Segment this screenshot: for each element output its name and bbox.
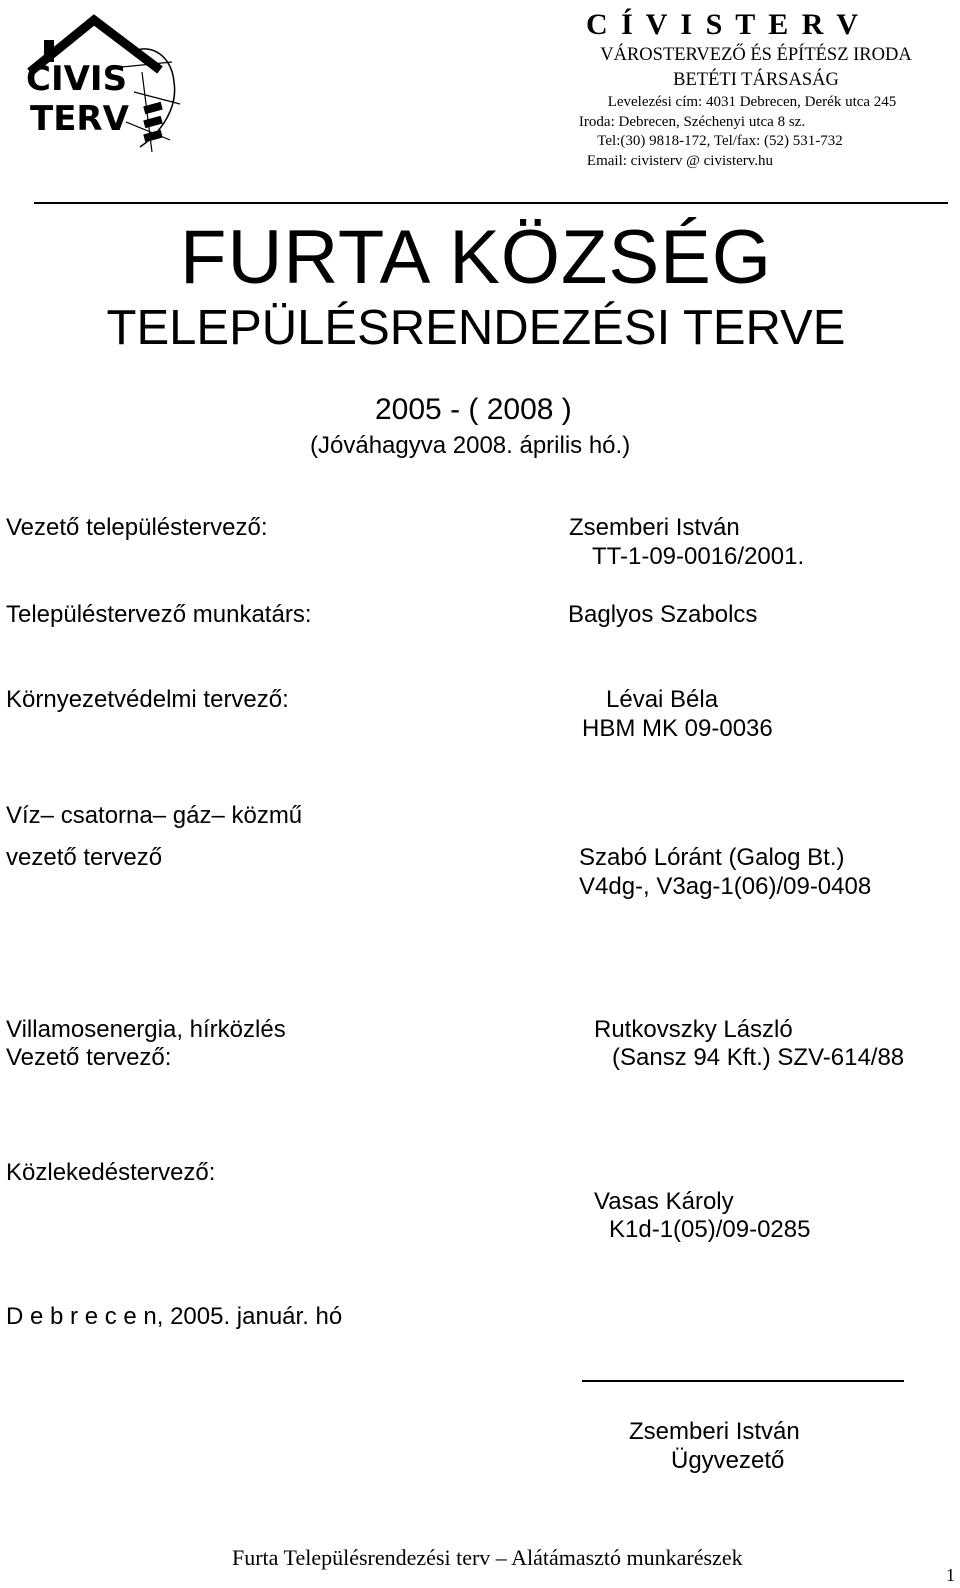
place-date: D e b r e c e n, 2005. január. hó xyxy=(6,1303,343,1330)
credit-label-electric-line1: Villamosenergia, hírközlés xyxy=(6,1016,286,1043)
office-address: Iroda: Debrecen, Széchenyi utca 8 sz. xyxy=(578,114,806,130)
postal-address: Levelezési cím: 4031 Debrecen, Derék utca 245 xyxy=(607,94,897,110)
firm-type-line1: VÁROSTERVEZŐ ÉS ÉPÍTÉSZ IRODA xyxy=(600,45,912,65)
document-title: FURTA KÖZSÉG xyxy=(180,215,772,300)
email-line: Email: civisterv @ civisterv.hu xyxy=(586,153,774,169)
credit-name-transport: Vasas Károly xyxy=(594,1188,734,1215)
credit-label-environment: Környezetvédelmi tervező: xyxy=(6,686,289,713)
credit-id-transport: K1d-1(05)/09-0285 xyxy=(609,1216,811,1243)
signature-name: Zsemberi István xyxy=(629,1418,800,1445)
logo-graphic xyxy=(22,12,186,162)
credit-label-transport: Közlekedéstervező: xyxy=(6,1159,216,1186)
page-number: 1 xyxy=(946,1565,955,1585)
credit-name-associate: Baglyos Szabolcs xyxy=(568,601,758,628)
credit-name-lead-planner: Zsemberi István xyxy=(569,514,740,541)
credit-id-environment: HBM MK 09-0036 xyxy=(582,715,773,742)
header-divider xyxy=(34,202,948,204)
credit-id-utilities: V4dg-, V3ag-1(06)/09-0408 xyxy=(579,873,872,900)
credit-name-environment: Lévai Béla xyxy=(606,686,719,713)
credit-label-associate: Településtervező munkatárs: xyxy=(6,601,312,628)
page-footer: Furta Településrendezési terv – Alátámasztó munkarészek xyxy=(232,1545,743,1570)
credit-label-utilities-line1: Víz– csatorna– gáz– közmű xyxy=(6,802,303,829)
firm-type-line2: BETÉTI TÁRSASÁG xyxy=(673,70,839,90)
document-subtitle: TELEPÜLÉSRENDEZÉSI TERVE xyxy=(106,301,846,355)
signature-line xyxy=(582,1380,904,1382)
credit-label-utilities-line2: vezető tervező xyxy=(6,844,163,871)
plan-years: 2005 - ( 2008 ) xyxy=(375,393,572,426)
svg-text:TERV: TERV xyxy=(30,99,129,139)
credit-id-lead-planner: TT-1-09-0016/2001. xyxy=(592,543,805,570)
credit-label-lead-planner: Vezető településtervező: xyxy=(6,514,268,541)
svg-text:CIVIS: CIVIS xyxy=(26,59,128,99)
approval-note: (Jóváhagyva 2008. április hó.) xyxy=(310,432,631,459)
credit-name-utilities: Szabó Lóránt (Galog Bt.) xyxy=(579,844,845,871)
signature-role: Ügyvezető xyxy=(671,1447,785,1474)
phone-line: Tel:(30) 9818-172, Tel/fax: (52) 531-732 xyxy=(597,133,843,149)
credit-id-electric: (Sansz 94 Kft.) SZV-614/88 xyxy=(612,1044,905,1071)
civisterv-logo xyxy=(22,12,186,162)
firm-name: C Í V I S T E R V xyxy=(586,8,862,41)
credit-label-electric-line2: Vezető tervező: xyxy=(6,1044,172,1071)
credit-name-electric: Rutkovszky László xyxy=(594,1016,793,1043)
